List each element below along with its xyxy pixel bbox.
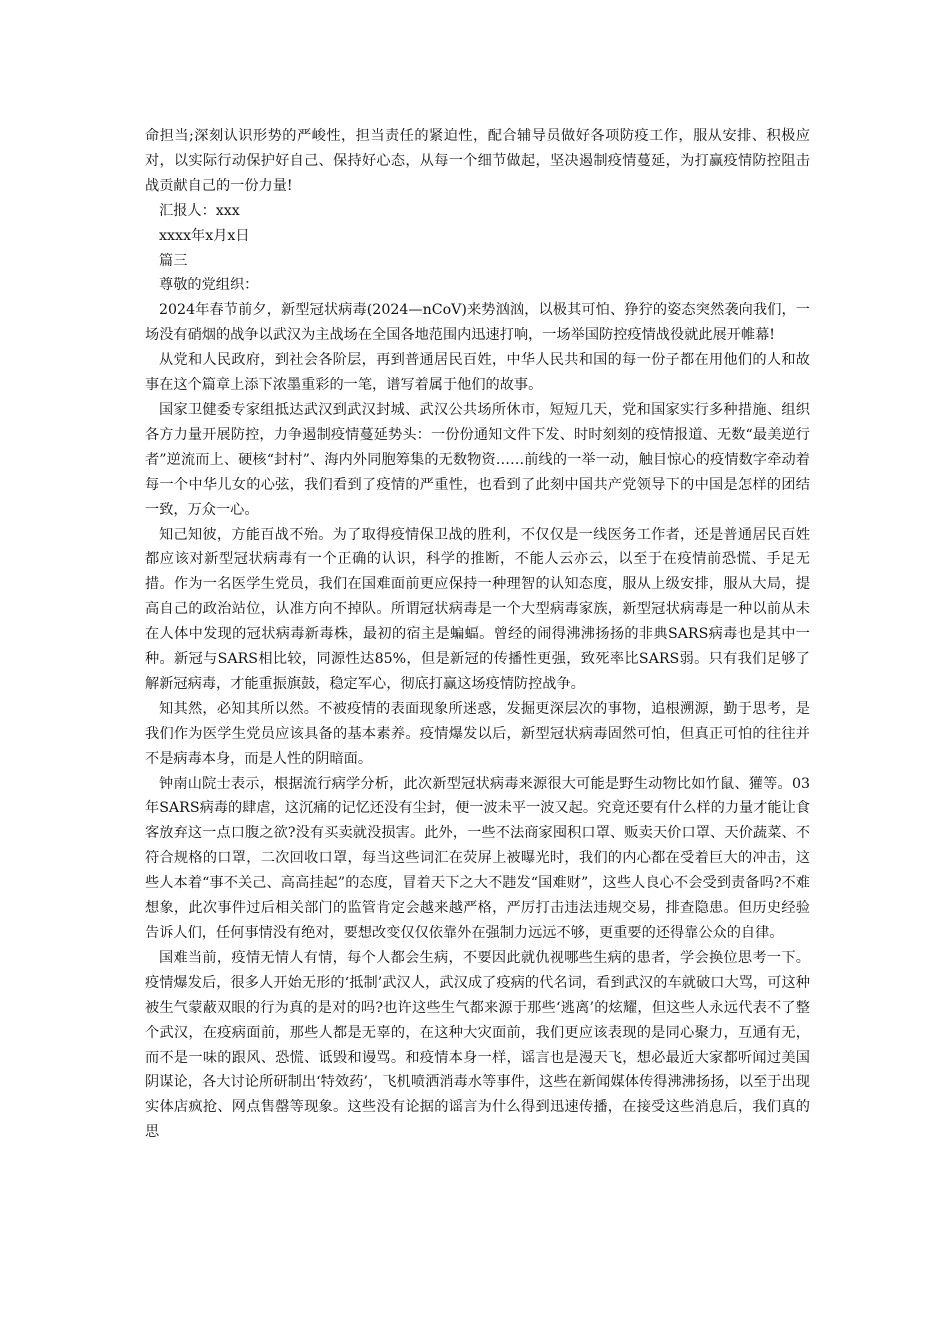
paragraph-continuation: 命担当;深刻认识形势的严峻性，担当责任的紧迫性，配合辅导员做好各项防疫工作，服从安排、积极应对，以实际行动保护好自己、保持好心态，从每一个细节做起，坚决遏制疫情蔓延，为打赢疫情防控阻击战贡献自己的一份力量! xyxy=(145,128,810,194)
paragraph-society: 从党和人民政府，到社会各阶层，再到普通居民百姓，中华人民共和国的每一份子都在用他们的人和故事在这个篇章上添下浓墨重彩的一笔，谱写着属于他们的故事。 xyxy=(145,352,810,394)
paragraph-knowledge: 知己知彼，方能百战不殆。为了取得疫情保卫战的胜利，不仅仅是一线医务工作者，还是普通居民百姓都应该对新型冠状病毒有一个正确的认识，科学的推断，不能人云亦云，以至于在疫情前恐慌、手足无措。作为一名医学生党员，我们在国难面前更应保持一种理智的认知态度，服从上级安排，服从大局，提高自己的政治站位，认准方向不掉队。所谓冠状病毒是一个大型病毒家族，新型冠状病毒是一种以前从未在人体中发现的冠状病毒新毒株，最初的宿主是蝙蝠。曾经的闹得沸沸扬扬的非典SARS病毒也是其中一种。新冠与SARS相比较，同源性达85%，但是新冠的传播性更强，致死率比SARS弱。只有我们足够了解新冠病毒，才能重振旗鼓，稳定军心，彻底打赢这场疫情防控战争。 xyxy=(145,526,810,692)
paragraph-national-crisis: 国难当前，疫情无情人有情，每个人都会生病，不要因此就仇视哪些生病的患者，学会换位思考一下。疫情爆发后，很多人开始无形的‘抵制’武汉人，武汉成了疫病的代名词，看到武汉的车就破口大骂，可这种被生气蒙蔽双眼的行为真的是对的吗?也许这些生气都来源于那些‘逃离’的炫耀，但这些人永远代表不了整个武汉，在疫病面前，那些人都是无辜的，在这种大灾面前，我们更应该表现的是同心聚力，互通有无，而不是一味的跟风、恐慌、诋毁和谩骂。和疫情本身一样，谣言也是漫天飞，想必最近大家都听闻过美国阴谋论，各大讨论所研制出‘特效药’，飞机喷洒消毒水等事件，这些在新闻媒体传得沸沸扬扬，以至于出现实体店疯抢、网点售罄等现象。这些没有论据的谣言为什么得到迅速传播，在接受这些消息后，我们真的思 xyxy=(145,949,810,1141)
reporter-line: 汇报人：xxx xyxy=(159,202,240,219)
paragraph-reasoning: 知其然，必知其所以然。不被疫情的表面现象所迷惑，发掘更深层次的事物，追根溯源，勤于思考，是我们作为医学生党员应该具备的基本素养。疫情爆发以后，新型冠状病毒固然可怕，但真正可怕的往往并不是病毒本身，而是人性的阴暗面。 xyxy=(145,700,810,767)
document-body xyxy=(145,124,810,1145)
date-line: xxxx年x月x日 xyxy=(159,227,250,244)
paragraph-intro: 2024年春节前夕，新型冠状病毒(2024—nCoV)来势汹汹，以极其可怕、狰狞的姿态突然袭向我们，一场没有硝烟的战争以武汉为主战场在全国各地范围内迅速打响，一场举国防控疫情战役就此展开帷幕! xyxy=(145,302,810,344)
paragraph-zhong-nanshan: 钟南山院士表示，根据流行病学分析，此次新型冠状病毒来源很大可能是野生动物比如竹鼠、獾等。03年SARS病毒的肆虐，这沉痛的记忆还没有尘封，便一波未平一波又起。究竟还要有什么样的力量才能让食客放弃这一点口腹之欲?没有买卖就没损害。此外，一些不法商家囤积口罩、贩卖天价口罩、天价蔬菜、不符合规格的口罩，二次回收口罩，每当这些词汇在荧屏上被曝光时，我们的内心都在受着巨大的冲击，这些人本着“事不关己、高高挂起”的态度，冒着天下之大不韪发“国难财”，这些人良心不会受到责备吗?不难想象，此次事件过后相关部门的监管肯定会越来越严格，严厉打击违法违规交易，排查隐患。但历史经验告诉人们，任何事情没有绝对，要想改变仅仅依靠外在强制力远远不够，更重要的还得靠公众的自律。 xyxy=(145,775,810,941)
salutation: 尊敬的党组织： xyxy=(159,277,259,294)
paragraph-measures: 国家卫健委专家组抵达武汉到武汉封城、武汉公共场所休市，短短几天，党和国家实行多种措施、组织各方力量开展防控，力争遏制疫情蔓延势头：一份份通知文件下发、时时刻刻的疫情报道、无数“最美逆行者”逆流而上、硬核“封村”、海内外同胞筹集的无数物资……前线的一举一动，触目惊心的疫情数字牵动着每一个中华儿女的心弦，我们看到了疫情的严重性，也看到了此刻中国共产党领导下的中国是怎样的团结一致，万众一心。 xyxy=(145,401,810,518)
section-heading: 篇三 xyxy=(159,252,188,269)
